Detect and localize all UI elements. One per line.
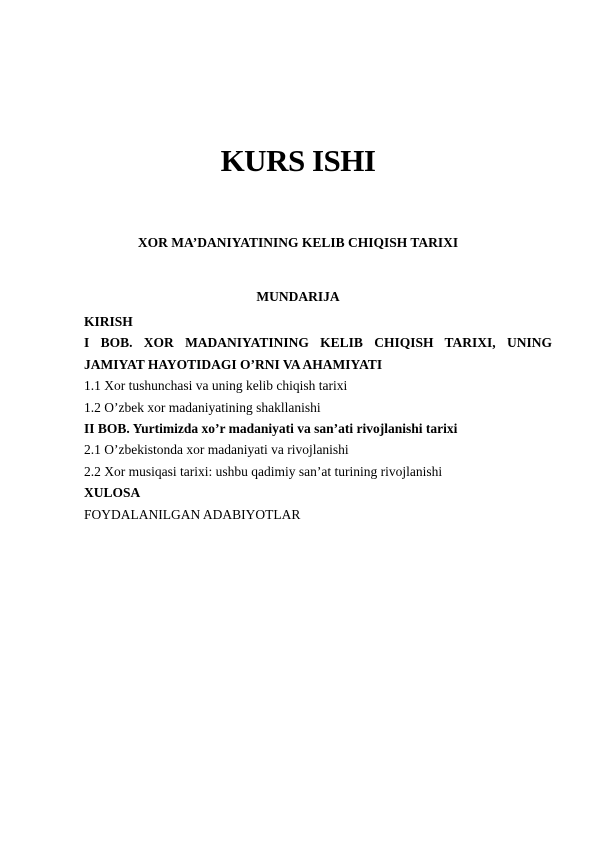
toc-heading: MUNDARIJA <box>256 289 340 304</box>
toc-item-2-1: 2.1 O’zbekistonda xor madaniyati va rivojlanishi <box>84 442 349 458</box>
page-title: KURS ISHI <box>220 143 376 178</box>
toc-item-chapter-1: I BOB. XOR MADANIYATINING KELIB CHIQISH TARIXI, UNING <box>84 335 552 351</box>
toc-item-1-1: 1.1 Xor tushunchasi va uning kelib chiqish tarixi <box>84 378 348 394</box>
toc-item-chapter-1-continued: JAMIYAT HAYOTIDAGI O’RNI VA AHAMIYATI <box>84 356 383 372</box>
toc-item-bibliography: FOYDALANILGAN ADABIYOTLAR <box>84 506 301 522</box>
toc-item-chapter-2: II BOB. Yurtimizda xo’r madaniyati va san’ati rivojlanishi tarixi <box>84 420 458 436</box>
table-of-contents <box>84 311 552 525</box>
toc-item-1-2: 1.2 O’zbek xor madaniyatining shakllanishi <box>84 399 321 415</box>
toc-item-kirish: KIRISH <box>84 314 133 329</box>
toc-item-2-2: 2.2 Xor musiqasi tarixi: ushbu qadimiy san’at turining rivojlanishi <box>84 463 443 479</box>
document-subtitle: XOR MA’DANIYATINING KELIB CHIQISH TARIXI <box>137 235 459 250</box>
toc-item-xulosa: XULOSA <box>84 485 141 501</box>
